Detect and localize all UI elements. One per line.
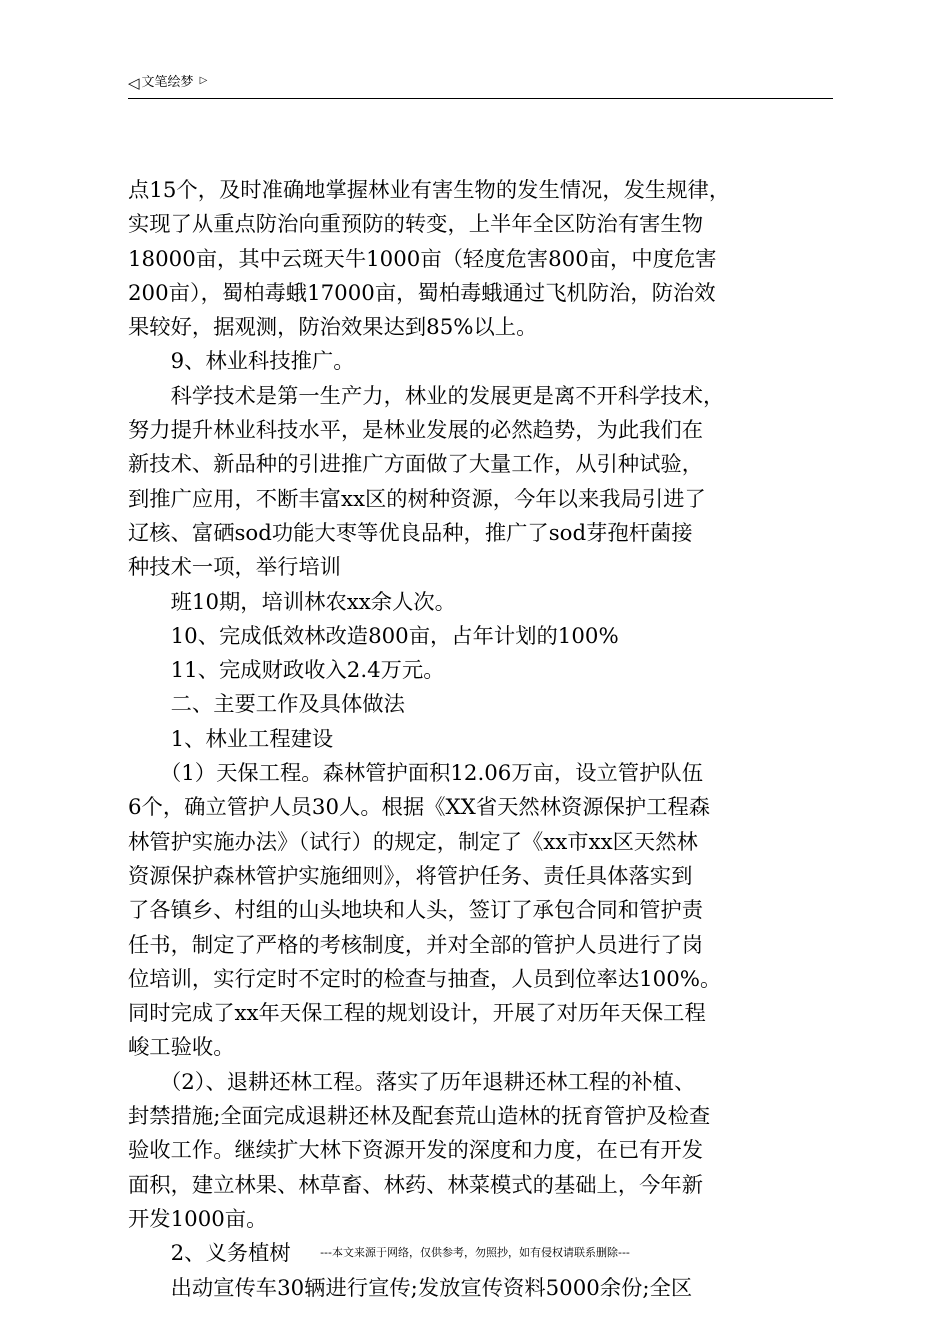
- document-body: [128, 174, 838, 1306]
- text-line: 18000亩，其中云斑天牛1000亩（轻度危害800亩，中度危害: [128, 246, 717, 272]
- text-line: 班10期，培训林农xx余人次。: [128, 589, 456, 615]
- text-line: 6个，确立管护人员30人。根据《XX省天然林资源保护工程森: [128, 795, 711, 821]
- text-line: 科学技术是第一生产力，林业的发展更是离不开科学技术，: [128, 383, 725, 409]
- text-line: 1、林业工程建设: [128, 726, 334, 752]
- text-line: 到推广应用，不断丰富xx区的树种资源，今年以来我局引进了: [128, 486, 706, 512]
- text-line: 辽核、富硒sod功能大枣等优良品种，推广了sod芽孢杆菌接: [128, 520, 693, 546]
- text-line: 同时完成了xx年天保工程的规划设计，开展了对历年天保工程: [128, 1001, 706, 1027]
- text-line: 位培训，实行定时不定时的检查与抽查，人员到位率达100%。: [128, 966, 722, 992]
- text-line: 开发1000亩。: [128, 1206, 268, 1232]
- text-line: 9、林业科技推广。: [128, 349, 355, 375]
- text-line: 封禁措施;全面完成退耕还林及配套荒山造林的抚育管护及检查: [128, 1104, 711, 1130]
- text-line: 面积，建立林果、林草畜、林药、林菜模式的基础上，今年新: [128, 1172, 704, 1198]
- text-line: 峻工验收。: [128, 1035, 235, 1061]
- text-line: 验收工作。继续扩大林下资源开发的深度和力度，在已有开发: [128, 1138, 704, 1164]
- header-brand: 文笔绘梦: [141, 75, 194, 90]
- text-line: （2）、退耕还林工程。落实了历年退耕还林工程的补植、: [128, 1069, 696, 1095]
- text-line: 了各镇乡、村组的山头地块和人头，签订了承包合同和管护责: [128, 898, 704, 924]
- text-line: 200亩），蜀柏毒蛾17000亩，蜀柏毒蛾通过飞机防治，防治效: [128, 280, 716, 306]
- text-line: 果较好，据观测，防治效果达到85%以上。: [128, 315, 538, 341]
- text-line: 出动宣传车30辆进行宣传;发放宣传资料5000余份;全区: [128, 1275, 693, 1301]
- triangle-left-icon: ◁: [128, 74, 140, 92]
- text-line: 新技术、新品种的引进推广方面做了大量工作，从引种试验，: [128, 452, 704, 478]
- text-line: 种技术一项，举行培训: [128, 555, 341, 581]
- text-line: 二、主要工作及具体做法: [128, 692, 405, 718]
- text-line: 林管护实施办法》（试行）的规定，制定了《xx市xx区天然林: [128, 829, 698, 855]
- text-line: 资源保护森林管护实施细则》，将管护任务、责任具体落实到: [128, 863, 693, 889]
- text-line: 10、完成低效林改造800亩，占年计划的100%: [128, 623, 619, 649]
- text-line: 点15个，及时准确地掌握林业有害生物的发生情况，发生规律，: [128, 178, 731, 203]
- text-line: 11、完成财政收入2.4万元。: [128, 658, 445, 684]
- text-line: 实现了从重点防治向重预防的转变，上半年全区防治有害生物: [128, 212, 704, 238]
- footer-notice: ---本文来源于网络，仅供参考，勿照抄，如有侵权请联系删除---: [320, 1246, 630, 1259]
- text-line: 努力提升林业科技水平，是林业发展的必然趋势，为此我们在: [128, 418, 704, 444]
- page-header: [128, 72, 833, 99]
- text-line: （1）天保工程。森林管护面积12.06万亩，设立管护队伍: [128, 761, 703, 787]
- text-line: 任书，制定了严格的考核制度，并对全部的管护人员进行了岗: [128, 932, 704, 958]
- text-line: 2、义务植树: [128, 1241, 291, 1267]
- triangle-right-icon: ▷: [199, 75, 208, 86]
